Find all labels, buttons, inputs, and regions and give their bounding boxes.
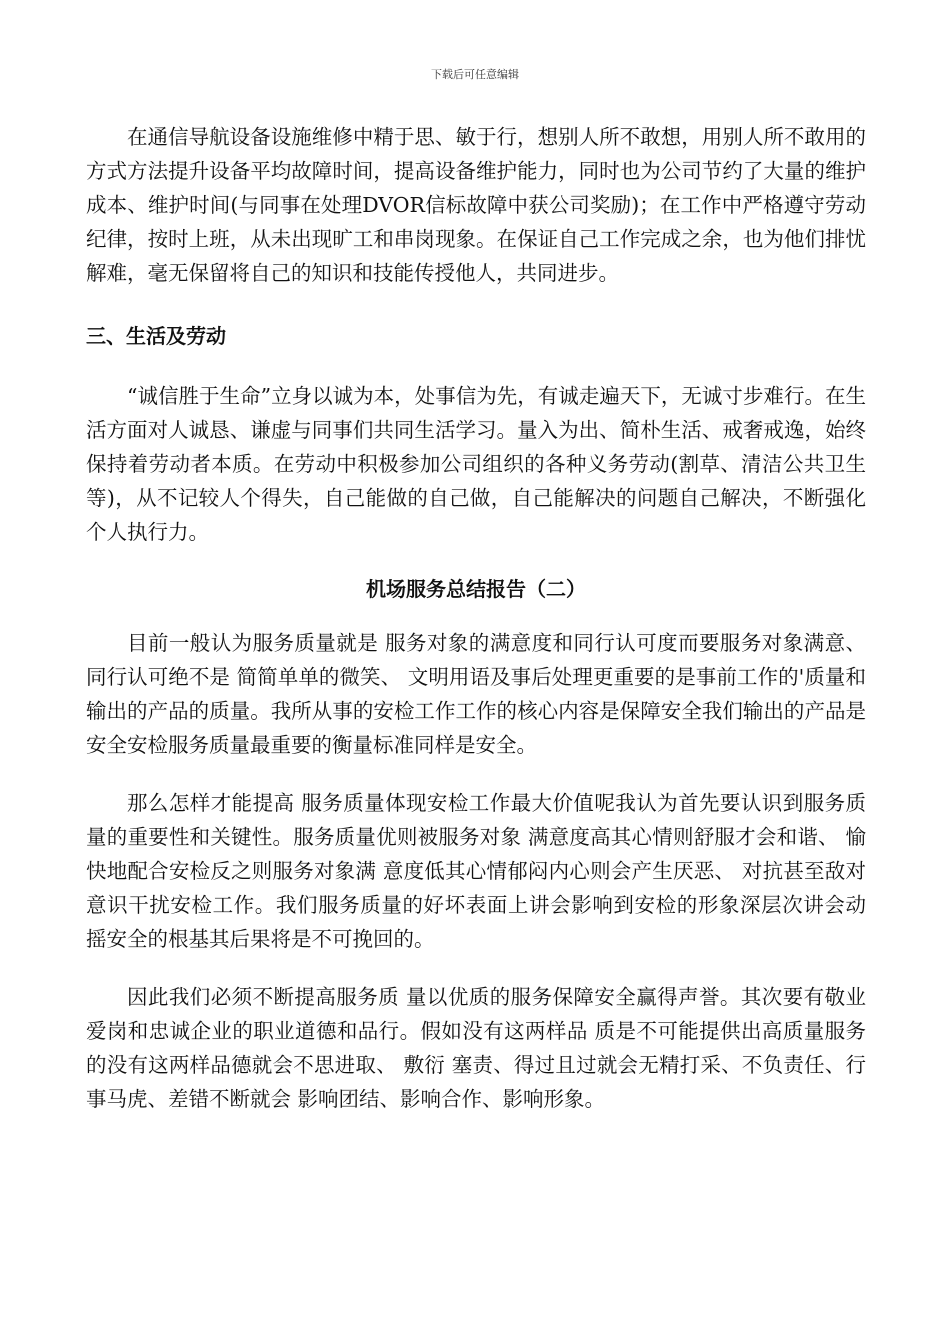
report-title: 机场服务总结报告（二）: [366, 577, 586, 601]
paragraph-how-improve: 那么怎样才能提高 服务质量体现安检工作最大价值呢我认为首先要认识到服务质量的重要性和关键性。服务质量优则被服务对象 满意度高其心情则舒服才会和谐、 愉快地配合安检反之则服务对象满 意度低其心情郁闷内心则会产生厌恶、 对抗甚至敌对意识干扰安检工作。我们服务质量的好坏表面上讲会影响到安检的形象深层次讲会动 摇安全的根基其后果将是不可挽回的。: [86, 791, 866, 951]
paragraph-professional-ethics: 因此我们必须不断提高服务质 量以优质的服务保障安全赢得声誉。其次要有敬业爱岗和忠诚企业的职业道德和品行。假如没有这两样品 质是不可能提供出高质量服务的没有这两样品德就会不思进取、 敷衍 塞责、得过且过就会无精打采、不负责任、行事马虎、差错不断就会 影响团结、影响合作、影响形象。: [86, 985, 866, 1111]
header-note: 下载后可任意编辑: [431, 68, 519, 81]
paragraph-maintenance: 在通信导航设备设施维修中精于思、敏于行，想别人所不敢想，用别人所不敢用的方式方法提升设备平均故障时间，提高设备维护能力，同时也为公司节约了大量的维护成本、维护时间(与同事在处理DVOR信标故障中获公司奖励)；在工作中严格遵守劳动纪律，按时上班，从未出现旷工和串岗现象。在保证自己工作完成之余，也为他们排忧解难，毫无保留将自己的知识和技能传授他人，共同进步。: [86, 125, 866, 285]
paragraph-service-quality: 目前一般认为服务质量就是 服务对象的满意度和同行认可度而要服务对象满意、 同行认可绝不是 简简单单的微笑、 文明用语及事后处理更重要的是事前工作的'质量和 输出的产品的质量。我所从事的安检工作工作的核心内容是保障安全我们输出的产品是 安全安检服务质量最重要的衡量标准同样是安全。: [86, 631, 866, 757]
section-heading-life-labor: 三、生活及劳动: [86, 324, 226, 348]
paragraph-life-labor: “诚信胜于生命”立身以诚为本，处事信为先，有诚走遍天下，无诚寸步难行。在生活方面对人诚恳、谦虚与同事们共同生活学习。量入为出、简朴生活、戒奢戒逸，始终保持着劳动者本质。在劳动中积极参加公司组织的各种义务劳动(割草、清洁公共卫生等)，从不记较人个得失，自己能做的自己做，自己能解决的问题自己解决，不断强化个人执行力。: [86, 384, 866, 544]
document-body: [86, 120, 866, 1116]
